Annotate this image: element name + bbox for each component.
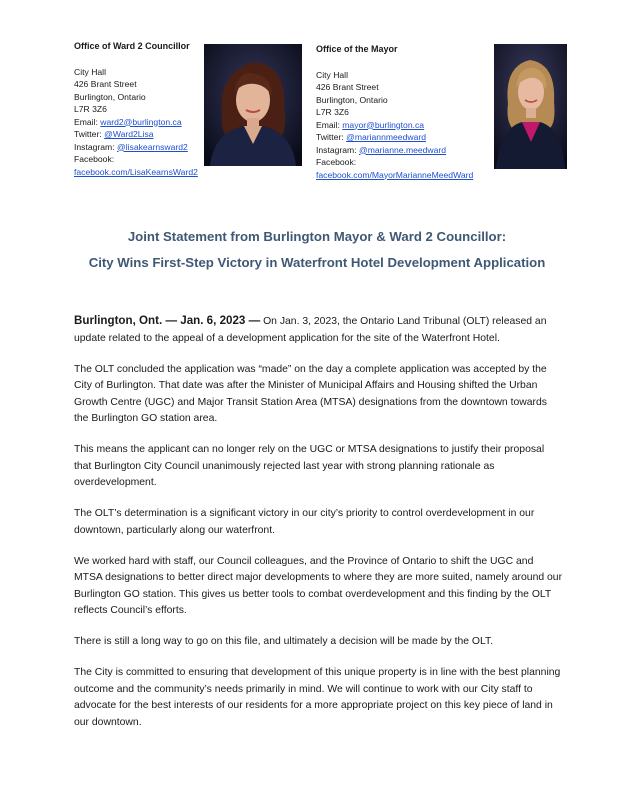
mayor-office-instagram-row (316, 144, 494, 157)
mayor-portrait (494, 44, 567, 169)
paragraph: We worked hard with staff, our Council colleagues, and the Province of Ontario to shift the UGC and MTSA designations to better direct major developments to where they are more suited, namely around our Burlington GO station. This gives us better tools to combat overdevelopment and this finding by the OLT reflects Council’s efforts. (74, 555, 563, 616)
facebook-label: Facebook: (74, 154, 115, 164)
statement-subtitle: City Wins First-Step Victory in Waterfront Hotel Development Application (88, 255, 546, 270)
mayor-office-twitter-row (316, 131, 494, 144)
ward-office-twitter-row (74, 128, 202, 141)
paragraph: There is still a long way to go on this file, and ultimately a decision will be made by the OLT. (74, 636, 494, 647)
mayor-office-email-row (316, 119, 494, 132)
ward-twitter-link[interactable]: @Ward2Lisa (104, 129, 154, 139)
ward-office-instagram-row (74, 141, 202, 154)
ward-instagram-link[interactable]: @lisakearnsward2 (117, 141, 188, 152)
ward-office-postal: L7R 3Z6 (74, 104, 107, 114)
ward-email-link[interactable]: ward2@burlington.ca (100, 116, 182, 127)
ward-office-building: City Hall (74, 66, 106, 77)
mayor-email-link[interactable]: mayor@burlington.ca (342, 119, 425, 130)
email-label: Email: (316, 119, 343, 130)
ward-office-heading: Office of Ward 2 Councillor (74, 41, 190, 51)
statement-body (74, 313, 564, 746)
facebook-label: Facebook: (316, 157, 357, 167)
mayor-office-street: 426 Brant Street (316, 82, 379, 92)
mayor-facebook-link[interactable]: facebook.com/MayorMarianneMeedWard (316, 169, 474, 180)
twitter-label: Twitter: (74, 129, 105, 139)
statement-title: Joint Statement from Burlington Mayor & Ward 2 Councillor: (127, 229, 507, 244)
paragraph: The City is committed to ensuring that development of this unique property is in line with the best planning outcome and the community’s needs primarily in mind. We will continue to work with our City staff to advocate for the best interests of our residents for a more appropriate project on this key piece of land in our downtown. (74, 667, 561, 728)
ward-office-street: 426 Brant Street (74, 79, 137, 89)
mayor-office-postal: L7R 3Z6 (316, 107, 349, 117)
ward-facebook-link[interactable]: facebook.com/LisaKearnsWard2 (74, 166, 198, 177)
mayor-twitter-link[interactable]: @mariannmeedward (346, 132, 426, 142)
mayor-office-building: City Hall (316, 69, 348, 80)
paragraph: The OLT concluded the application was “made” on the day a complete application was accepted by the City of Burlington. That date was after the Minister of Municipal Affairs and Housing shifted the Urban Growth Centre (UGC) and Major Transit Station Area (MTSA) designations from the downtown towards the Burlington GO station area. (74, 363, 547, 424)
paragraph: Burlington, Ont. — Jan. 6, 2023 — On Jan. 3, 2023, the Ontario Land Tribunal (OLT) released an update related to the appeal of a development application for the site of the Waterfront Hotel. (74, 314, 547, 344)
mayor-office-city: Burlington, Ontario (316, 94, 388, 105)
mayor-instagram-link[interactable]: @marianne.meedward (359, 144, 447, 155)
ward-office-email-row (74, 116, 202, 129)
mayor-office-heading: Office of the Mayor (316, 44, 398, 54)
instagram-label: Instagram: (74, 141, 117, 152)
email-label: Email: (74, 116, 101, 127)
ward-office-contact (74, 40, 202, 178)
councillor-portrait (204, 44, 302, 166)
instagram-label: Instagram: (316, 144, 359, 155)
paragraph: The OLT’s determination is a significant victory in our city’s priority to control overdevelopment in our downtown, particularly along our waterfront. (74, 508, 535, 536)
mayor-office-contact (316, 40, 494, 181)
twitter-label: Twitter: (316, 132, 347, 142)
ward-office-city: Burlington, Ontario (74, 91, 146, 102)
paragraph: This means the applicant can no longer rely on the UGC or MTSA designations to justify their proposal that Burlington City Council unanimously rejected last year with strong planning rationale as overdevelopment. (74, 444, 545, 488)
dateline: Burlington, Ont. — Jan. 6, 2023 — (74, 314, 261, 327)
